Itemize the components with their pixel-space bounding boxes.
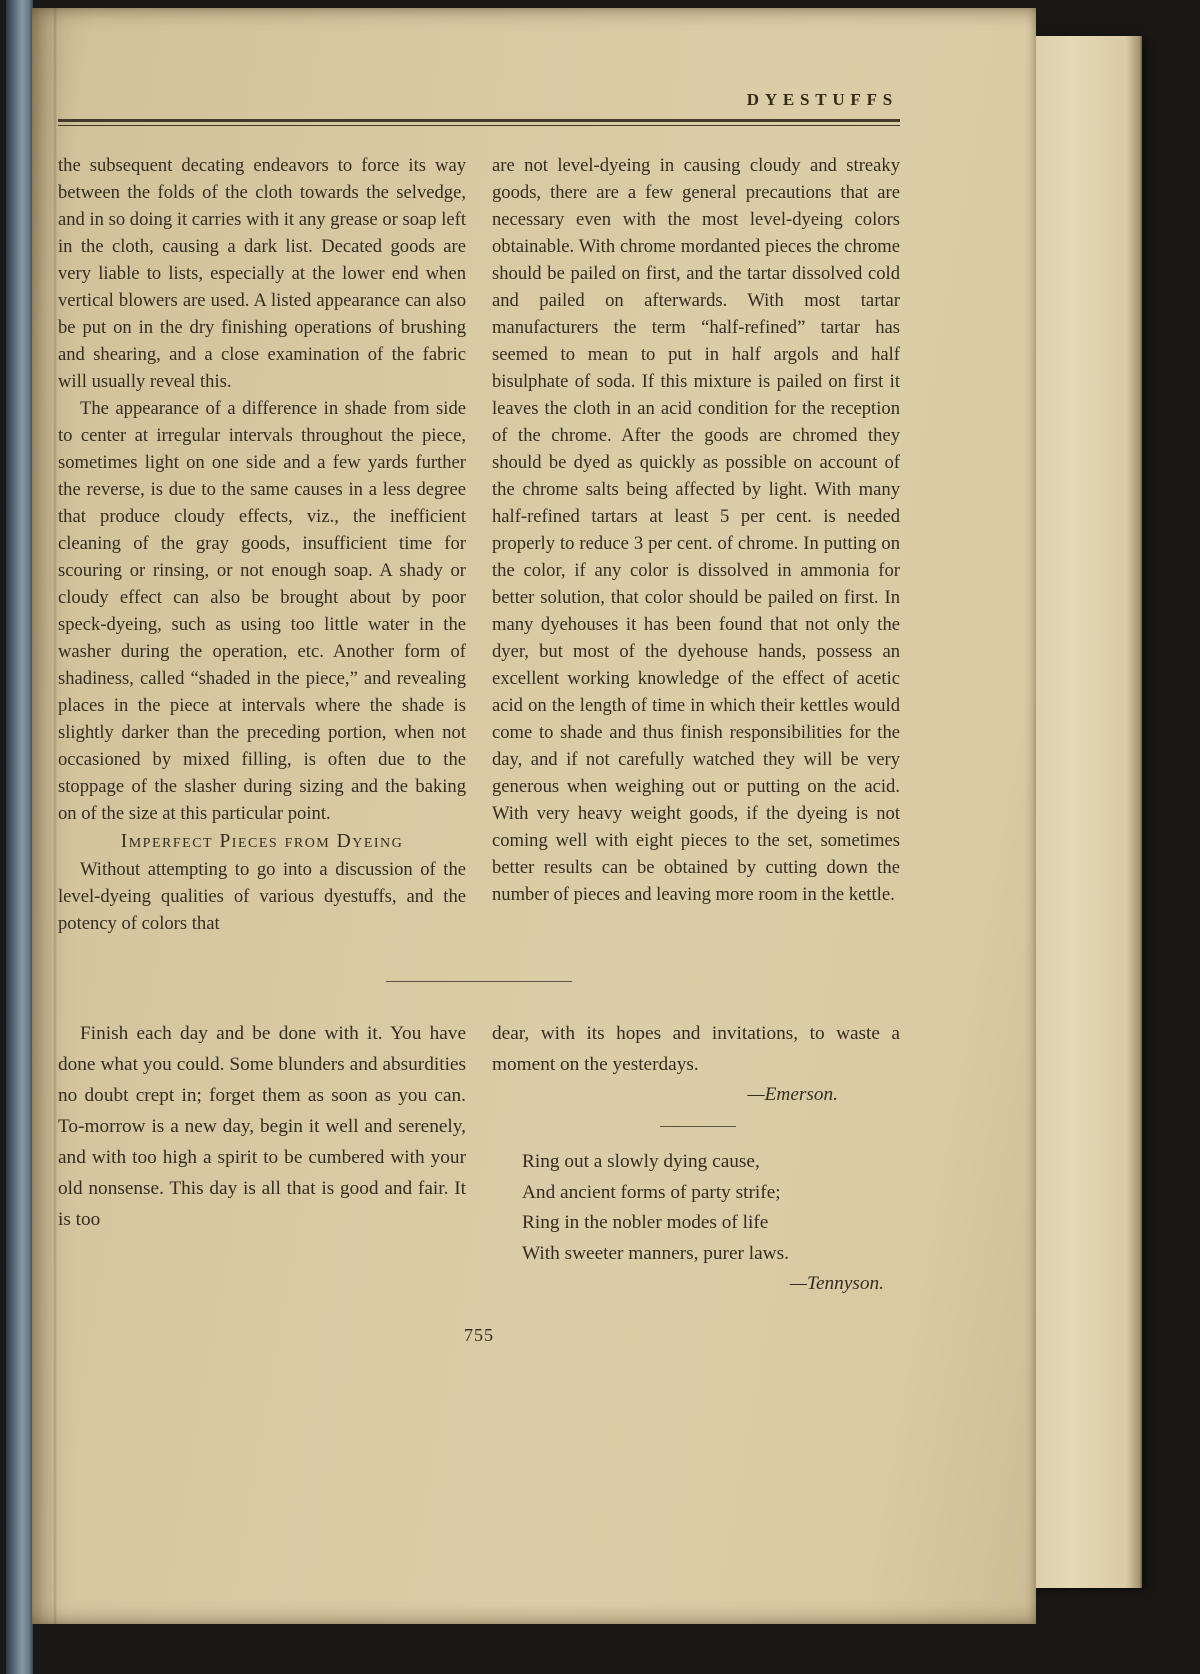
tennyson-attribution: —Tennyson. (789, 1273, 884, 1294)
poem-line: And ancient forms of party strife; (522, 1181, 781, 1203)
quote-columns (58, 1018, 900, 1299)
article-left-column (58, 152, 466, 937)
header-rule (58, 119, 900, 126)
emerson-attribution: —Emerson. (747, 1084, 838, 1105)
page-crease (53, 8, 57, 1624)
quote-left-column (58, 1018, 466, 1299)
page-content (58, 90, 900, 1346)
tennyson-poem (522, 1147, 900, 1269)
quote-right-column (492, 1018, 900, 1299)
body-paragraph: the subsequent decating endeavors to force its way between the folds of the cloth towards the selvedge, and in so doing it carries with it any grease or soap left in the cloth, causing a dark list. Decated goods are very liable to lists, especially at the lower end when vertical blowers are used. A listed appearance can also be put on in the dry finishing operations of brushing and shearing, and a close examination of the fabric will usually reveal this. (58, 155, 466, 392)
body-paragraph: are not level-dyeing in causing cloudy and streaky goods, there are a few general precautions that are necessary even with the most level-dyeing colors obtainable. With chrome mordanted pieces the chrome should be pailed on first, and the tartar dissolved cold and pailed on afterwards. With most tartar manufacturers the term “half-refined” tartar has seemed to mean to put in half argols and half bisulphate of soda. If this mixture is pailed on first it leaves the cloth in an acid condition for the reception of the chrome. After the goods are chromed they should be dyed as quickly as possible on account of the chrome salts being affected by light. With many half-refined tartars at least 5 per cent. is needed properly to reduce 3 per cent. of chrome. In putting on the color, if any color is dissolved in ammonia for better solution, that color should be pailed on first. In many dyehouses it has been found that not only the dyer, but most of the dyehouse hands, possess an excellent working knowledge of the effect of acetic acid on the length of time in which their kettles would come to shade and thus finish responsibilities for the day, and if not carefully watched they will be very generous when weighing out or putting on the acid. With very heavy weight goods, if the dyeing is not coming well with eight pieces to the set, sometimes better results can be obtained by cutting down the number of pieces and leaving more room in the kettle. (492, 155, 900, 905)
article-columns (58, 152, 900, 937)
poem-line: Ring out a slowly dying cause, (522, 1151, 760, 1172)
section-divider-rule (386, 981, 572, 982)
emerson-quote-part2: dear, with its hopes and invitations, to waste a moment on the yesterdays. (492, 1023, 900, 1075)
attribution-rule (660, 1126, 736, 1127)
page-number: 755 (464, 1325, 494, 1345)
section-heading: Imperfect Pieces from Dyeing (120, 831, 404, 852)
page-scan (32, 8, 1036, 1624)
book-binding-strip (6, 0, 33, 1674)
emerson-quote-part1: Finish each day and be done with it. You have done what you could. Some blunders and absurdities no doubt crept in; forget them as soon as you can. To-morrow is a new day, begin it well and serenely, and with too high a spirit to be cumbered with your old nonsense. This day is all that is good and fair. It is too (58, 1023, 466, 1230)
running-head: DYESTUFFS (746, 90, 898, 109)
body-paragraph: Without attempting to go into a discussion of the level-dyeing qualities of various dyestuffs, and the potency of colors that (58, 859, 466, 934)
body-paragraph: The appearance of a difference in shade from side to center at irregular intervals throughout the piece, sometimes light on one side and a few yards further the reverse, is due to the same causes in a less degree that produce cloudy effects, viz., the inefficient cleaning of the gray goods, insufficient time for scouring or rinsing, or not enough soap. A shady or cloudy effect can also be brought about by poor speck-dyeing, such as using too little water in the washer during the operation, etc. Another form of shadiness, called “shaded in the piece,” and revealing places in the piece at intervals where the shade is slightly darker than the preceding portion, when not occasioned by mixed filling, is often due to the stoppage of the slasher during sizing and the baking on of the size at this particular point. (58, 398, 466, 824)
poem-line: Ring in the nobler modes of life (522, 1212, 769, 1233)
poem-line: With sweeter manners, purer laws. (522, 1242, 789, 1264)
article-right-column (492, 152, 900, 937)
